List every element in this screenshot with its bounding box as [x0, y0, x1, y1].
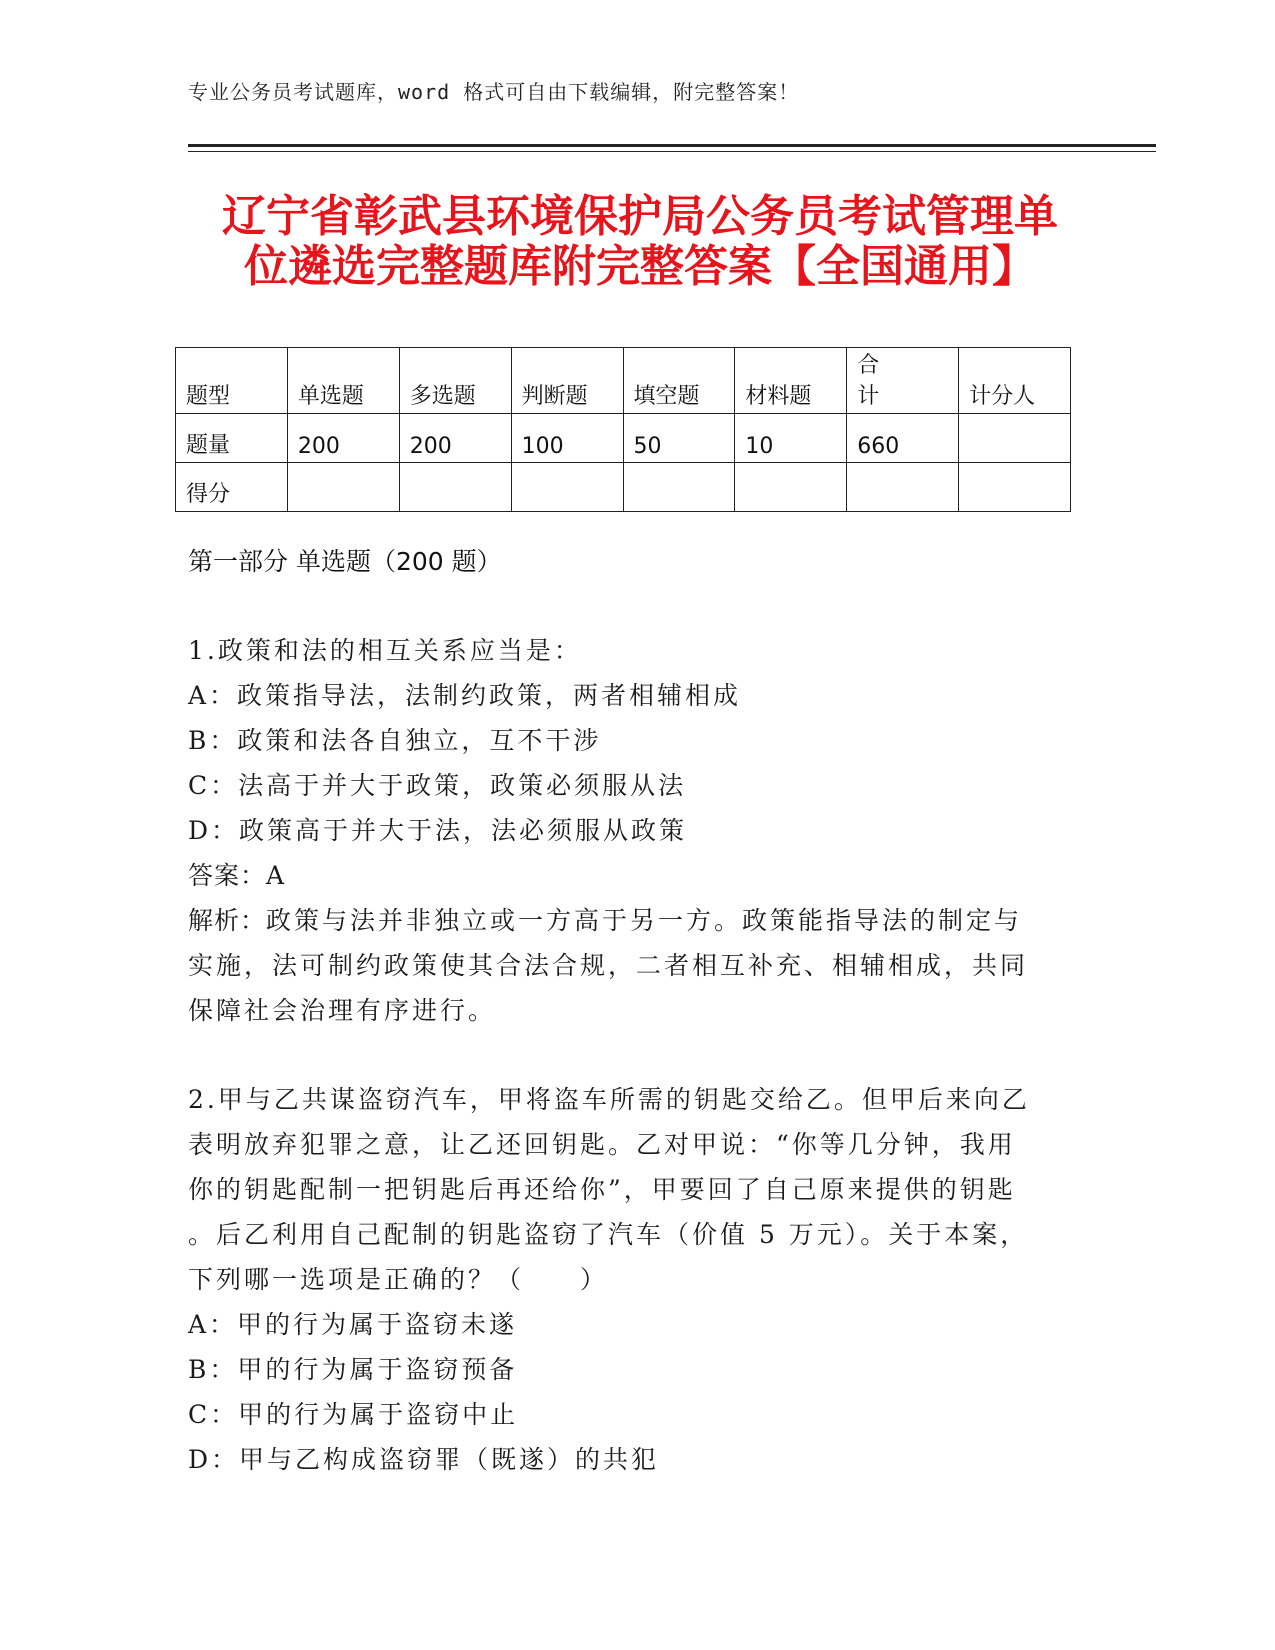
title-line-1: 辽宁省彰武县环境保护局公务员考试管理单 [222, 191, 1058, 242]
option-b: B：政策和法各自独立，互不干涉 [188, 726, 602, 755]
analysis-line [188, 898, 1068, 943]
table-cell [959, 463, 1071, 512]
answer-value: A [266, 861, 288, 890]
table-cell: 填空题 [623, 348, 735, 414]
table-cell: 得分 [176, 463, 288, 512]
question-stem: 2.甲与乙共谋盗窃汽车，甲将盗车所需的钥匙交给乙。但甲后来向乙 [188, 1085, 1030, 1114]
analysis-text: 保障社会治理有序进行。 [188, 996, 497, 1025]
option-d: D：政策高于并大于法，法必须服从政策 [188, 816, 688, 845]
question-1 [188, 628, 1068, 1033]
option-c: C：法高于并大于政策，政策必须服从法 [188, 771, 687, 800]
table-cell: 50 [623, 414, 735, 463]
section-heading: 第一部分 单选题（200 题） [188, 547, 502, 576]
option-b: B：甲的行为属于盗窃预备 [188, 1355, 518, 1384]
analysis-label: 解析： [188, 906, 267, 935]
score-table [175, 347, 1071, 512]
answer-line [188, 853, 1068, 898]
table-cell [287, 463, 399, 512]
table-cell [623, 463, 735, 512]
table-cell: 10 [735, 414, 847, 463]
table-cell: 200 [399, 414, 511, 463]
question-stem: 你的钥匙配制一把钥匙后再还给你”，甲要回了自己原来提供的钥匙 [188, 1175, 1016, 1204]
table-cell: 100 [511, 414, 623, 463]
table-cell: 判断题 [511, 348, 623, 414]
question-stem: 1.政策和法的相互关系应当是： [188, 636, 582, 665]
title-line-2: 位遴选完整题库附完整答案【全国通用】 [244, 241, 1036, 292]
option-a: A：政策指导法，法制约政策，两者相辅相成 [188, 681, 742, 710]
question-stem: 。后乙利用自己配制的钥匙盗窃了汽车（价值 5 万元）。关于本案， [188, 1220, 1029, 1249]
table-cell [511, 463, 623, 512]
analysis-text: 政策与法并非独立或一方高于另一方。政策能指导法的制定与 [266, 906, 1023, 935]
option-c: C：甲的行为属于盗窃中止 [188, 1400, 519, 1429]
table-cell: 200 [287, 414, 399, 463]
document-title [160, 192, 1120, 292]
table-cell: 单选题 [287, 348, 399, 414]
analysis-text: 实施，法可制约政策使其合法合规，二者相互补充、相辅相成，共同 [188, 951, 1029, 980]
table-cell [735, 463, 847, 512]
table-row-count [176, 414, 1071, 463]
answer-label: 答案： [188, 861, 267, 890]
question-stem: 下列哪一选项是正确的？（ ） [188, 1265, 609, 1294]
question-2 [188, 1077, 1068, 1482]
table-cell [847, 463, 959, 512]
table-cell: 计分人 [959, 348, 1071, 414]
header-note: 专业公务员考试题库，word 格式可自由下载编辑，附完整答案！ [188, 80, 800, 104]
option-d: D：甲与乙构成盗窃罪（既遂）的共犯 [188, 1445, 660, 1474]
table-header-row [176, 348, 1071, 414]
table-cell: 多选题 [399, 348, 511, 414]
question-stem: 表明放弃犯罪之意，让乙还回钥匙。乙对甲说：“你等几分钟，我用 [188, 1130, 1016, 1159]
header-rule-thick [188, 144, 1156, 147]
table-cell: 合 计 [847, 348, 959, 414]
header-rule-thin [188, 151, 1156, 152]
table-cell: 题型 [176, 348, 288, 414]
table-cell [959, 414, 1071, 463]
table-cell: 材料题 [735, 348, 847, 414]
table-row-score [176, 463, 1071, 512]
table-cell [399, 463, 511, 512]
table-cell: 题量 [176, 414, 288, 463]
table-cell: 660 [847, 414, 959, 463]
option-a: A：甲的行为属于盗窃未遂 [188, 1310, 518, 1339]
